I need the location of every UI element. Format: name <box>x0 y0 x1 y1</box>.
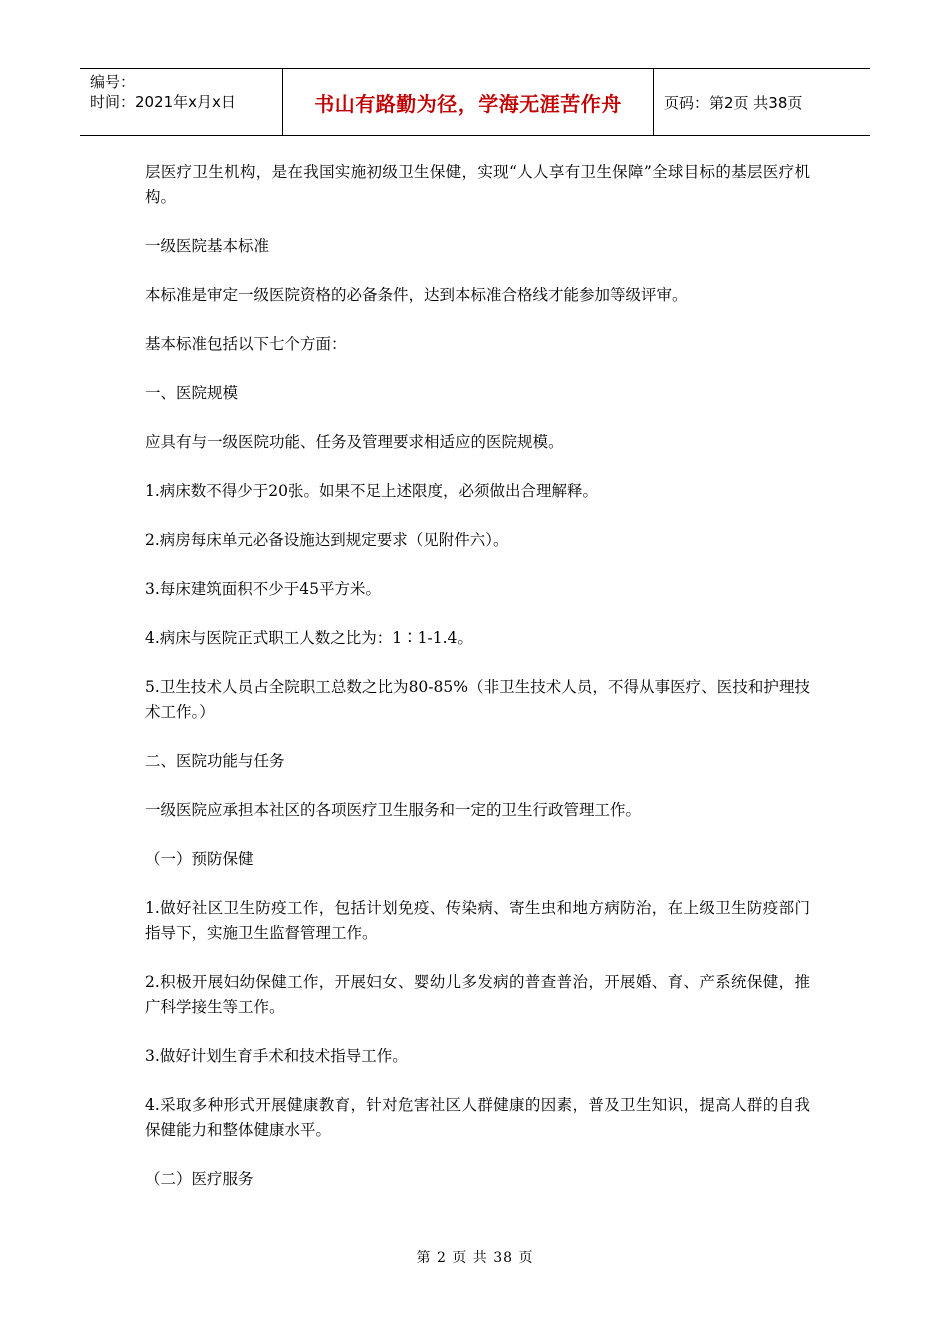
subsection-heading: （一）预防保健 <box>145 850 254 868</box>
paragraph: 一级医院应承担本社区的各项医疗卫生服务和一定的卫生行政管理工作。 <box>145 801 642 819</box>
paragraph: 应具有与一级医院功能、任务及管理要求相适应的医院规模。 <box>145 433 564 451</box>
list-item: 2.病房每床单元必备设施达到规定要求（见附件六）。 <box>145 531 509 549</box>
section-heading: 二、医院功能与任务 <box>145 752 285 770</box>
page-footer: 第 2 页 共 38 页 <box>416 1250 534 1266</box>
document-body <box>145 160 810 1216</box>
subsection-heading: （二）医疗服务 <box>145 1170 254 1188</box>
header-motto: 书山有路勤为径，学海无涯苦作舟 <box>314 91 622 116</box>
header-motto-cell <box>282 69 654 135</box>
paragraph: 本标准是审定一级医院资格的必备条件，达到本标准合格线才能参加等级评审。 <box>145 286 688 304</box>
paragraph: 基本标准包括以下七个方面： <box>145 335 347 353</box>
document-date-label: 时间：2021年x月x日 <box>90 93 236 111</box>
list-item: 5.卫生技术人员占全院职工总数之比为80-85%（非卫生技术人员，不得从事医疗、医技和护理技术工作。） <box>145 678 810 721</box>
list-item: 4.病床与医院正式职工人数之比为：1∶1-1.4。 <box>145 629 473 647</box>
header-meta <box>80 69 282 135</box>
header-page-code: 页码：第2页 共38页 <box>664 93 803 112</box>
section-heading: 一、医院规模 <box>145 384 239 402</box>
list-item: 1.做好社区卫生防疫工作，包括计划免疫、传染病、寄生虫和地方病防治，在上级卫生防疫部门指导下，实施卫生监督管理工作。 <box>145 899 810 942</box>
paragraph: 层医疗卫生机构，是在我国实施初级卫生保健，实现“人人享有卫生保障”全球目标的基层医疗机构。 <box>145 163 810 206</box>
list-item: 3.做好计划生育手术和技术指导工作。 <box>145 1047 408 1065</box>
list-item: 1.病床数不得少于20张。如果不足上述限度，必须做出合理解释。 <box>145 482 599 500</box>
section-heading: 一级医院基本标准 <box>145 237 270 255</box>
document-number-label: 编号： <box>90 73 136 91</box>
list-item: 3.每床建筑面积不少于45平方米。 <box>145 580 382 598</box>
page-header <box>80 68 870 136</box>
list-item: 2.积极开展妇幼保健工作，开展妇女、婴幼儿多发病的普查普治，开展婚、育、产系统保健，推广科学接生等工作。 <box>145 973 810 1016</box>
list-item: 4.采取多种形式开展健康教育，针对危害社区人群健康的因素，普及卫生知识，提高人群的自我保健能力和整体健康水平。 <box>145 1096 810 1139</box>
